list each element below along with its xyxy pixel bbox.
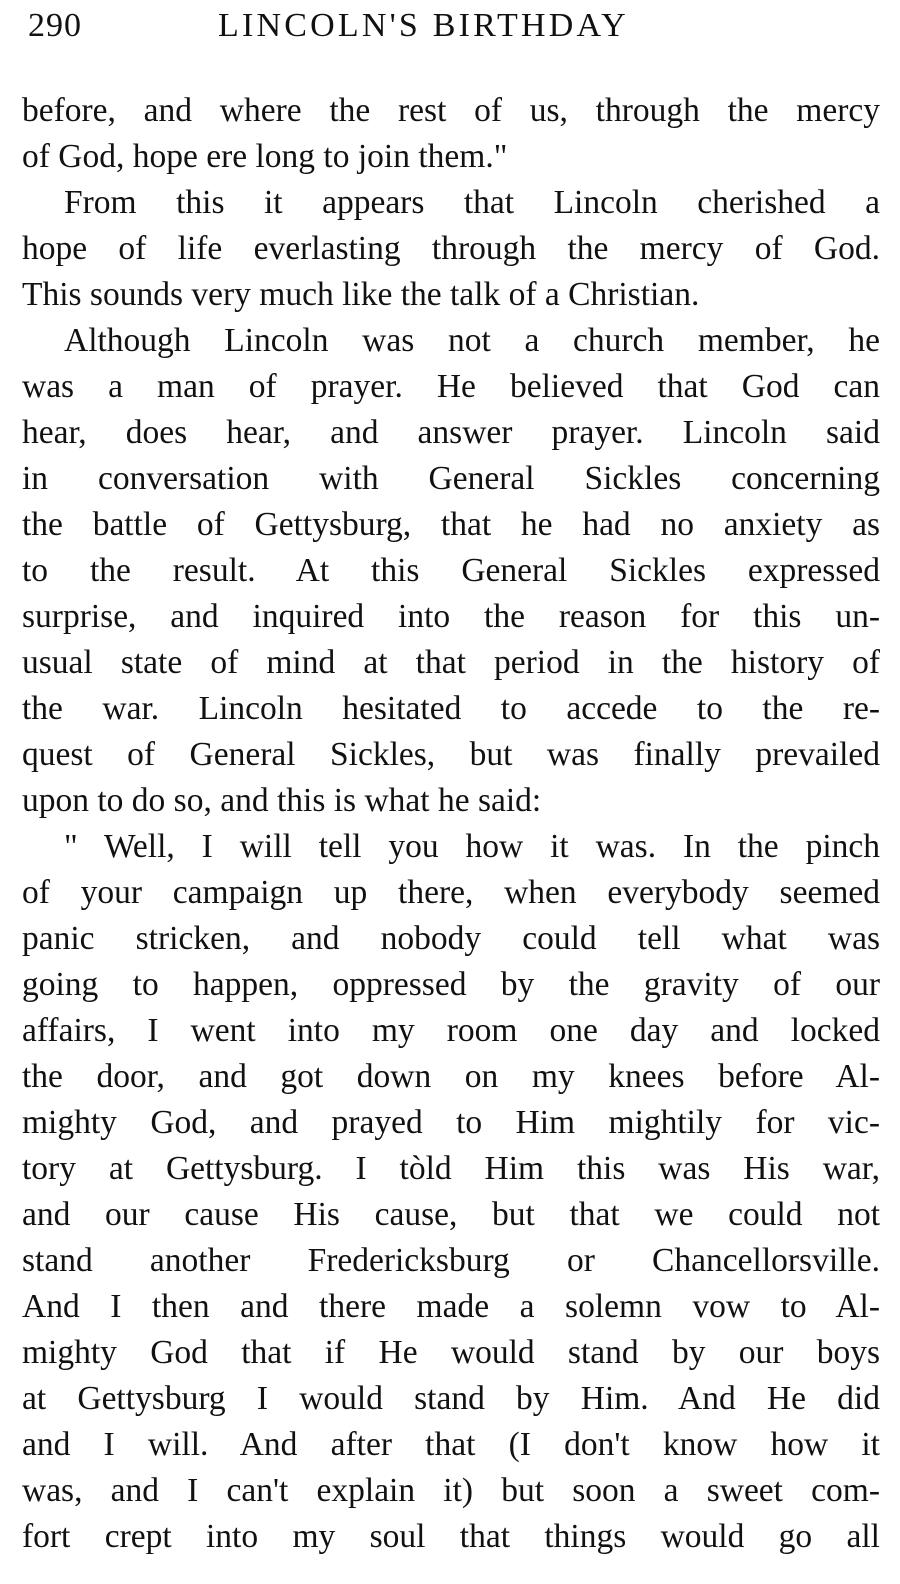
- text-line: the battle of Gettysburg, that he had no anxiety as: [22, 506, 880, 543]
- text-line: of your campaign up there, when everybody seemed: [22, 874, 880, 911]
- page-number: 290: [28, 7, 82, 44]
- text-line: was, and I can't explain it) but soon a sweet com-: [22, 1472, 880, 1509]
- text-line: quest of General Sickles, but was finally prevailed: [22, 736, 880, 773]
- text-line: going to happen, oppressed by the gravity of our: [22, 966, 880, 1003]
- text-line: " Well, I will tell you how it was. In the pinch: [64, 828, 880, 865]
- text-line: the war. Lincoln hesitated to accede to the re-: [22, 690, 880, 727]
- text-line: And I then and there made a solemn vow to Al-: [22, 1288, 880, 1325]
- body-text: [22, 88, 880, 1560]
- text-line: to the result. At this General Sickles expressed: [22, 552, 880, 589]
- text-line: usual state of mind at that period in the history of: [22, 644, 880, 681]
- text-line: in conversation with General Sickles concerning: [22, 460, 880, 497]
- text-line: tory at Gettysburg. I tòld Him this was His war,: [22, 1150, 880, 1187]
- text-line: fort crept into my soul that things would go all: [22, 1518, 880, 1555]
- running-head: [0, 0, 900, 56]
- text-line: of God, hope ere long to join them.": [22, 138, 508, 175]
- text-line: hear, does hear, and answer prayer. Lincoln said: [22, 414, 880, 451]
- text-line: affairs, I went into my room one day and locked: [22, 1012, 880, 1049]
- text-line: stand another Fredericksburg or Chancellorsville.: [22, 1242, 880, 1279]
- text-line: hope of life everlasting through the mercy of God.: [22, 230, 880, 267]
- text-line: mighty God that if He would stand by our boys: [22, 1334, 880, 1371]
- text-line: upon to do so, and this is what he said:: [22, 782, 542, 819]
- text-line: surprise, and inquired into the reason for this un-: [22, 598, 880, 635]
- text-line: and I will. And after that (I don't know how it: [22, 1426, 880, 1463]
- text-line: at Gettysburg I would stand by Him. And He did: [22, 1380, 880, 1417]
- text-line: From this it appears that Lincoln cherished a: [64, 184, 880, 221]
- text-line: mighty God, and prayed to Him mightily for vic-: [22, 1104, 880, 1141]
- text-line: This sounds very much like the talk of a Christian.: [22, 276, 700, 313]
- text-line: the door, and got down on my knees before Al-: [22, 1058, 880, 1095]
- text-line: Although Lincoln was not a church member, he: [64, 322, 880, 359]
- running-title: LINCOLN'S BIRTHDAY: [218, 7, 629, 44]
- text-line: and our cause His cause, but that we could not: [22, 1196, 880, 1233]
- text-line: was a man of prayer. He believed that God can: [22, 368, 880, 405]
- text-line: before, and where the rest of us, through the mercy: [22, 92, 880, 129]
- text-line: panic stricken, and nobody could tell what was: [22, 920, 880, 957]
